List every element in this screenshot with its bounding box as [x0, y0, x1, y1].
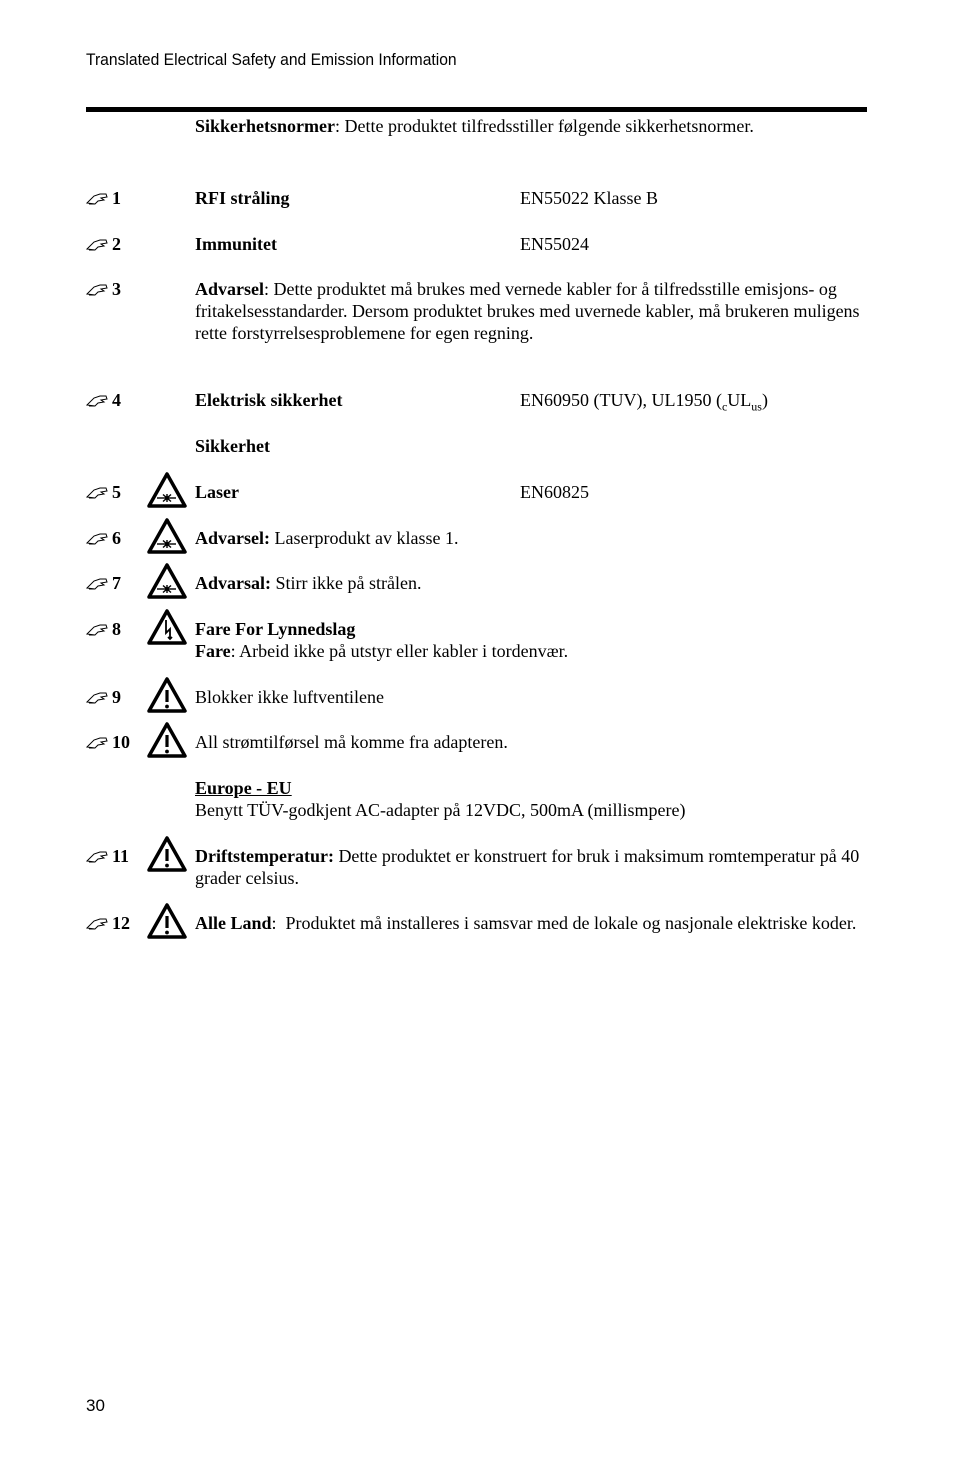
- item-marker: [86, 389, 121, 411]
- list-item: [86, 845, 867, 888]
- item-text: [195, 527, 867, 549]
- item-marker: [86, 187, 121, 209]
- item-text: [195, 845, 867, 889]
- list-item: [86, 731, 867, 761]
- value-main: EN60950 (TUV), UL1950 (: [520, 390, 722, 410]
- item-number: 8: [112, 619, 121, 639]
- item-body: Produktet må installeres i samsvar med de lokale og nasjonale elektriske koder.: [276, 913, 857, 933]
- item-value: [520, 389, 768, 414]
- item-marker: [86, 572, 121, 594]
- item-term: Driftstemperatur:: [195, 846, 334, 866]
- section-heading: Sikkerhet: [195, 436, 271, 456]
- item-body: Laserprodukt av klasse 1.: [270, 528, 459, 548]
- value-ul: UL: [727, 390, 752, 410]
- value-sub-us: us: [751, 399, 762, 414]
- intro-term: Sikkerhetsnormer: [195, 116, 335, 136]
- item-value: EN55024: [520, 234, 589, 254]
- pointing-hand-icon: [86, 278, 112, 296]
- pointing-hand-icon: [86, 686, 112, 704]
- list-item: [86, 481, 867, 511]
- intro-text: Dette produktet tilfredsstiller følgende sikkerhetsnormer.: [340, 116, 754, 136]
- pointing-hand-icon: [86, 187, 112, 205]
- pointing-hand-icon: [86, 233, 112, 251]
- item-text: [195, 618, 867, 662]
- page-number: 30: [86, 1396, 105, 1415]
- caution-icon: [147, 722, 187, 758]
- item-number: 5: [112, 482, 121, 502]
- item-marker: [86, 278, 121, 300]
- item-text: [195, 572, 867, 594]
- header-rule: [86, 107, 867, 112]
- europe-text: Benytt TÜV-godkjent AC-adapter på 12VDC, 500mA (millismpere): [195, 800, 686, 820]
- item-marker: [86, 686, 121, 708]
- laser-warning-icon: [147, 518, 187, 554]
- intro-sep: :: [334, 116, 340, 136]
- list-item: [86, 278, 867, 343]
- pointing-hand-icon: [86, 845, 112, 863]
- item-value: EN60825: [520, 482, 589, 502]
- pointing-hand-icon: [86, 618, 112, 636]
- caution-icon: [147, 677, 187, 713]
- item-label: Immunitet: [195, 234, 277, 254]
- pointing-hand-icon: [86, 389, 112, 407]
- item-text: All strømtilførsel må komme fra adapteren.: [195, 732, 508, 752]
- item-text: Blokker ikke luftventilene: [195, 687, 384, 707]
- item-marker: [86, 618, 121, 640]
- europe-heading: Europe - EU: [195, 778, 292, 798]
- pointing-hand-icon: [86, 527, 112, 545]
- item-number: 10: [112, 732, 130, 752]
- item-number: 3: [112, 279, 121, 299]
- item-number: 1: [112, 188, 121, 208]
- item-term: Advarsel:: [195, 528, 270, 548]
- list-item: [86, 233, 867, 263]
- item-text: [195, 278, 867, 344]
- caution-icon: [147, 903, 187, 939]
- pointing-hand-icon: [86, 572, 112, 590]
- item-term: Advarsal:: [195, 573, 271, 593]
- item-marker: [86, 845, 129, 867]
- item-number: 4: [112, 390, 121, 410]
- item-text: [195, 912, 867, 934]
- list-item: [86, 389, 867, 419]
- list-item: [86, 187, 867, 217]
- item-body: Arbeid ikke på utstyr eller kabler i tordenvær.: [235, 641, 569, 661]
- laser-warning-icon: [147, 563, 187, 599]
- list-item: [86, 527, 867, 557]
- europe-section: [195, 777, 867, 821]
- item-sep: :: [271, 913, 277, 933]
- item-marker: [86, 481, 121, 503]
- value-sub-c: c: [721, 399, 728, 414]
- item-marker: [86, 731, 130, 753]
- caution-icon: [147, 836, 187, 872]
- item-marker: [86, 527, 121, 549]
- pointing-hand-icon: [86, 912, 112, 930]
- item-number: 11: [112, 846, 130, 866]
- item-sep: :: [230, 641, 236, 661]
- item-label: RFI stråling: [195, 188, 290, 208]
- item-number: 6: [112, 528, 121, 548]
- item-number: 7: [112, 573, 121, 593]
- intro-paragraph: [195, 115, 867, 137]
- item-body: Dette produktet må brukes med vernede kabler for å tilfredsstille emisjons- og fritakelsesstandarder. Dersom produktet brukes med uvernede kabler, må brukeren muligens rette forstyrrelsesproblemene for egen regning.: [195, 279, 860, 343]
- item-marker: [86, 233, 121, 255]
- item-number: 12: [112, 913, 130, 933]
- lightning-warning-icon: [147, 609, 187, 645]
- laser-warning-icon: [147, 472, 187, 508]
- item-title: Fare For Lynnedslag: [195, 619, 356, 639]
- item-body: Dette produktet er konstruert for bruk i maksimum romtemperatur på 40 grader celsius.: [195, 846, 860, 888]
- item-body: Stirr ikke på strålen.: [271, 573, 422, 593]
- item-term: Alle Land: [195, 913, 272, 933]
- item-sep: :: [264, 279, 270, 299]
- list-item: [86, 686, 867, 716]
- item-term: Advarsel: [195, 279, 264, 299]
- item-value: EN55022 Klasse B: [520, 188, 658, 208]
- pointing-hand-icon: [86, 731, 112, 749]
- list-item: [86, 572, 867, 602]
- item-number: 9: [112, 687, 121, 707]
- item-label: Laser: [195, 482, 239, 502]
- list-item: [86, 618, 867, 661]
- item-term: Fare: [195, 641, 231, 661]
- running-title: Translated Electrical Safety and Emission Information: [86, 50, 457, 69]
- item-number: 2: [112, 234, 121, 254]
- item-marker: [86, 912, 130, 934]
- item-label: Elektrisk sikkerhet: [195, 390, 343, 410]
- pointing-hand-icon: [86, 481, 112, 499]
- value-close: ): [761, 390, 768, 410]
- list-item: [86, 912, 867, 942]
